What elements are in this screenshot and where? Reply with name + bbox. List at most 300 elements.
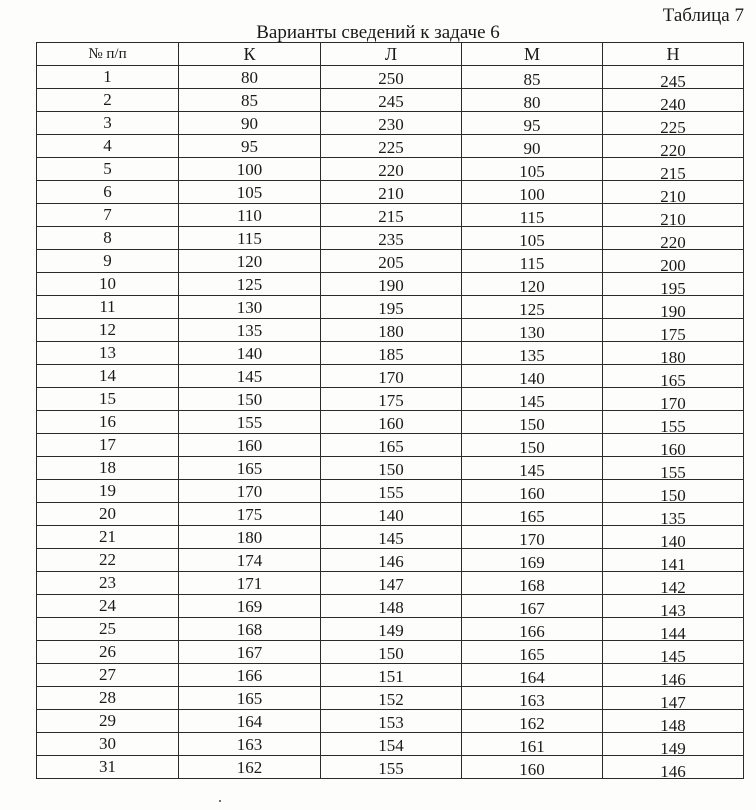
cell-value: 174 [236, 551, 263, 570]
cell-k [179, 595, 321, 618]
cell-row-number [37, 296, 179, 319]
cell-row-number [37, 503, 179, 526]
cell-value: 166 [236, 666, 263, 685]
cell-value: 12 [99, 320, 116, 339]
cell-value: 245 [660, 72, 686, 89]
cell-value: 165 [236, 689, 263, 708]
cell-value: 13 [99, 343, 116, 362]
cell-row-number [37, 572, 179, 595]
cell-l [321, 664, 462, 687]
cell-row-number [37, 457, 179, 480]
cell-value: 150 [378, 460, 404, 479]
cell-m [462, 388, 603, 411]
cell-n [603, 664, 744, 687]
cell-k [179, 181, 321, 204]
cell-k [179, 365, 321, 388]
cell-n [603, 204, 744, 227]
cell-row-number [37, 618, 179, 641]
cell-value: 142 [660, 578, 686, 595]
cell-value: 165 [519, 507, 545, 526]
cell-k [179, 388, 321, 411]
cell-m [462, 572, 603, 595]
cell-l [321, 618, 462, 641]
cell-value: 17 [99, 435, 116, 454]
cell-m [462, 227, 603, 250]
cell-k [179, 296, 321, 319]
cell-k [179, 733, 321, 756]
table-row [37, 733, 744, 756]
cell-value: 125 [519, 300, 545, 319]
cell-row-number [37, 319, 179, 342]
cell-value: 105 [519, 162, 545, 181]
cell-n [603, 250, 744, 273]
cell-value: 95 [523, 116, 541, 135]
cell-value: 162 [236, 758, 263, 777]
cell-l [321, 342, 462, 365]
table-row [37, 549, 744, 572]
cell-k [179, 756, 321, 779]
table-row [37, 411, 744, 434]
cell-row-number [37, 526, 179, 549]
cell-value: 250 [378, 69, 404, 88]
cell-m [462, 411, 603, 434]
cell-value: 120 [519, 277, 545, 296]
scan-speck [219, 800, 221, 802]
cell-value: 16 [99, 412, 116, 431]
cell-value: 146 [378, 552, 404, 571]
cell-value: 169 [236, 597, 263, 616]
cell-l [321, 457, 462, 480]
table-row [37, 342, 744, 365]
cell-value: 85 [241, 91, 258, 110]
table-number-label: Таблица 7 [662, 5, 744, 26]
cell-k [179, 664, 321, 687]
table-row [37, 135, 744, 158]
table-row [37, 204, 744, 227]
table-row [37, 480, 744, 503]
cell-value: 105 [236, 183, 263, 202]
cell-value: 160 [378, 414, 404, 433]
cell-n [603, 319, 744, 342]
cell-l [321, 572, 462, 595]
cell-m [462, 664, 603, 687]
header-row-number: № п/п [37, 43, 179, 66]
cell-value: 150 [519, 438, 545, 457]
cell-m [462, 250, 603, 273]
cell-l [321, 112, 462, 135]
cell-value: 145 [378, 529, 404, 548]
table-row [37, 227, 744, 250]
table-row [37, 756, 744, 779]
cell-row-number [37, 641, 179, 664]
cell-row-number [37, 388, 179, 411]
cell-value: 195 [378, 299, 404, 318]
table-row [37, 365, 744, 388]
cell-row-number [37, 365, 179, 388]
cell-value: 168 [519, 576, 545, 595]
cell-value: 166 [519, 622, 545, 641]
cell-value: 4 [103, 136, 112, 155]
cell-m [462, 618, 603, 641]
cell-value: 28 [99, 688, 116, 707]
cell-value: 95 [241, 137, 258, 156]
cell-m [462, 687, 603, 710]
cell-value: 180 [378, 322, 404, 341]
cell-value: 225 [660, 118, 686, 135]
cell-value: 135 [519, 346, 545, 365]
cell-m [462, 66, 603, 89]
cell-value: 141 [660, 555, 686, 572]
cell-value: 153 [378, 713, 404, 732]
cell-value: 220 [660, 233, 686, 250]
cell-value: 25 [99, 619, 116, 638]
cell-value: 140 [236, 344, 263, 363]
cell-value: 164 [519, 668, 545, 687]
cell-n [603, 89, 744, 112]
cell-m [462, 710, 603, 733]
cell-value: 135 [660, 509, 686, 526]
cell-value: 155 [236, 413, 263, 432]
cell-l [321, 411, 462, 434]
cell-l [321, 434, 462, 457]
cell-row-number [37, 89, 179, 112]
cell-row-number [37, 342, 179, 365]
cell-k [179, 250, 321, 273]
cell-m [462, 112, 603, 135]
cell-k [179, 89, 321, 112]
cell-k [179, 549, 321, 572]
cell-m [462, 181, 603, 204]
cell-l [321, 388, 462, 411]
cell-value: 7 [103, 205, 112, 224]
cell-value: 161 [519, 737, 545, 756]
cell-l [321, 250, 462, 273]
cell-row-number [37, 181, 179, 204]
cell-value: 30 [99, 734, 116, 753]
cell-value: 171 [236, 574, 263, 593]
cell-l [321, 756, 462, 779]
cell-row-number [37, 158, 179, 181]
cell-row-number [37, 549, 179, 572]
cell-value: 8 [103, 228, 112, 247]
cell-value: 148 [660, 716, 686, 733]
cell-m [462, 296, 603, 319]
cell-value: 220 [660, 141, 686, 158]
cell-n [603, 112, 744, 135]
cell-n [603, 181, 744, 204]
cell-k [179, 480, 321, 503]
cell-value: 31 [99, 757, 116, 776]
variants-table [36, 42, 744, 779]
cell-n [603, 365, 744, 388]
cell-k [179, 273, 321, 296]
table-row [37, 66, 744, 89]
cell-value: 167 [519, 599, 545, 618]
cell-value: 170 [236, 482, 263, 501]
cell-n [603, 641, 744, 664]
cell-value: 162 [519, 714, 545, 733]
cell-value: 167 [236, 643, 263, 662]
cell-value: 140 [378, 506, 404, 525]
cell-value: 215 [378, 207, 404, 226]
cell-row-number [37, 434, 179, 457]
cell-value: 164 [236, 712, 263, 731]
cell-k [179, 342, 321, 365]
cell-n [603, 480, 744, 503]
cell-value: 145 [660, 647, 686, 664]
cell-value: 5 [103, 159, 112, 178]
table-row [37, 434, 744, 457]
cell-value: 160 [236, 436, 263, 455]
table-row [37, 687, 744, 710]
cell-l [321, 296, 462, 319]
cell-value: 170 [519, 530, 545, 549]
cell-value: 145 [519, 392, 545, 411]
cell-l [321, 365, 462, 388]
cell-k [179, 158, 321, 181]
cell-k [179, 66, 321, 89]
cell-n [603, 618, 744, 641]
header-row [37, 43, 744, 66]
cell-value: 85 [523, 70, 541, 89]
cell-n [603, 66, 744, 89]
cell-value: 24 [99, 596, 116, 615]
cell-value: 26 [99, 642, 116, 661]
cell-m [462, 342, 603, 365]
cell-value: 190 [660, 302, 686, 319]
cell-value: 15 [99, 389, 116, 408]
cell-n [603, 549, 744, 572]
cell-n [603, 733, 744, 756]
cell-l [321, 273, 462, 296]
cell-l [321, 480, 462, 503]
cell-value: 175 [378, 391, 404, 410]
table-row [37, 641, 744, 664]
cell-m [462, 549, 603, 572]
cell-value: 100 [236, 160, 263, 179]
cell-value: 160 [519, 484, 545, 503]
cell-k [179, 204, 321, 227]
cell-value: 245 [378, 92, 404, 111]
cell-l [321, 549, 462, 572]
cell-n [603, 273, 744, 296]
cell-value: 163 [236, 735, 263, 754]
cell-value: 155 [660, 417, 686, 434]
cell-value: 168 [236, 620, 263, 639]
cell-value: 14 [99, 366, 116, 385]
cell-l [321, 710, 462, 733]
cell-row-number [37, 480, 179, 503]
cell-n [603, 503, 744, 526]
cell-value: 150 [660, 486, 686, 503]
table-row [37, 526, 744, 549]
cell-m [462, 158, 603, 181]
cell-m [462, 756, 603, 779]
table-row [37, 273, 744, 296]
cell-row-number [37, 250, 179, 273]
table-row [37, 664, 744, 687]
table-row [37, 572, 744, 595]
table-body [37, 66, 744, 779]
cell-m [462, 89, 603, 112]
cell-value: 146 [660, 762, 686, 779]
cell-l [321, 66, 462, 89]
cell-n [603, 158, 744, 181]
cell-k [179, 411, 321, 434]
cell-value: 240 [660, 95, 686, 112]
cell-m [462, 503, 603, 526]
cell-value: 9 [103, 251, 112, 270]
cell-n [603, 135, 744, 158]
cell-m [462, 595, 603, 618]
cell-row-number [37, 273, 179, 296]
cell-value: 3 [103, 113, 112, 132]
table-row [37, 158, 744, 181]
cell-value: 18 [99, 458, 116, 477]
cell-value: 20 [99, 504, 116, 523]
cell-value: 146 [660, 670, 686, 687]
cell-value: 169 [519, 553, 545, 572]
cell-k [179, 319, 321, 342]
cell-value: 90 [241, 114, 258, 133]
cell-l [321, 641, 462, 664]
cell-value: 163 [519, 691, 545, 710]
cell-m [462, 273, 603, 296]
cell-k [179, 112, 321, 135]
cell-k [179, 457, 321, 480]
cell-value: 11 [99, 297, 116, 316]
cell-row-number [37, 227, 179, 250]
cell-row-number [37, 135, 179, 158]
cell-value: 130 [519, 323, 545, 342]
cell-k [179, 641, 321, 664]
cell-m [462, 457, 603, 480]
table-header [37, 43, 744, 66]
cell-value: 165 [236, 459, 263, 478]
cell-n [603, 388, 744, 411]
cell-value: 144 [660, 624, 686, 641]
cell-value: 160 [519, 760, 545, 779]
cell-value: 230 [378, 115, 404, 134]
cell-m [462, 135, 603, 158]
cell-value: 180 [660, 348, 686, 365]
cell-value: 170 [378, 368, 404, 387]
cell-n [603, 342, 744, 365]
cell-value: 145 [519, 461, 545, 480]
cell-value: 210 [660, 187, 686, 204]
table-row [37, 181, 744, 204]
cell-l [321, 227, 462, 250]
cell-value: 147 [378, 575, 404, 594]
cell-value: 110 [237, 206, 262, 225]
header-m: М [462, 43, 603, 66]
cell-k [179, 572, 321, 595]
cell-n [603, 434, 744, 457]
cell-k [179, 687, 321, 710]
cell-m [462, 434, 603, 457]
cell-l [321, 733, 462, 756]
cell-value: 175 [236, 505, 263, 524]
header-n: Н [603, 43, 744, 66]
table-row [37, 388, 744, 411]
cell-value: 195 [660, 279, 686, 296]
cell-value: 155 [378, 759, 404, 778]
cell-value: 190 [378, 276, 404, 295]
table-row [37, 112, 744, 135]
cell-value: 105 [519, 231, 545, 250]
cell-value: 140 [660, 532, 686, 549]
cell-l [321, 687, 462, 710]
cell-n [603, 572, 744, 595]
cell-m [462, 526, 603, 549]
cell-value: 165 [378, 437, 404, 456]
cell-value: 149 [378, 621, 404, 640]
cell-m [462, 641, 603, 664]
cell-value: 165 [660, 371, 686, 388]
cell-value: 21 [99, 527, 116, 546]
cell-n [603, 595, 744, 618]
cell-l [321, 526, 462, 549]
cell-value: 135 [236, 321, 263, 340]
cell-l [321, 89, 462, 112]
cell-m [462, 204, 603, 227]
cell-value: 150 [236, 390, 263, 409]
cell-k [179, 526, 321, 549]
cell-value: 165 [519, 645, 545, 664]
cell-value: 115 [519, 208, 545, 227]
table-row [37, 250, 744, 273]
table-row [37, 710, 744, 733]
cell-value: 205 [378, 253, 404, 272]
cell-l [321, 135, 462, 158]
cell-row-number [37, 595, 179, 618]
cell-m [462, 365, 603, 388]
cell-value: 90 [523, 139, 541, 158]
cell-value: 130 [236, 298, 263, 317]
cell-value: 220 [378, 161, 404, 180]
header-l: Л [321, 43, 462, 66]
cell-value: 154 [378, 736, 404, 755]
cell-n [603, 227, 744, 250]
cell-value: 140 [519, 369, 545, 388]
cell-n [603, 526, 744, 549]
cell-m [462, 733, 603, 756]
cell-n [603, 457, 744, 480]
cell-n [603, 687, 744, 710]
cell-value: 29 [99, 711, 116, 730]
cell-n [603, 710, 744, 733]
cell-row-number [37, 112, 179, 135]
header-k: К [179, 43, 321, 66]
cell-n [603, 296, 744, 319]
cell-k [179, 227, 321, 250]
cell-value: 210 [378, 184, 404, 203]
cell-value: 160 [660, 440, 686, 457]
cell-value: 151 [378, 667, 404, 686]
cell-value: 10 [99, 274, 116, 293]
cell-m [462, 480, 603, 503]
table-row [37, 89, 744, 112]
cell-row-number [37, 733, 179, 756]
cell-n [603, 756, 744, 779]
cell-l [321, 158, 462, 181]
cell-value: 149 [660, 739, 686, 756]
cell-value: 23 [99, 573, 116, 592]
cell-value: 200 [660, 256, 686, 273]
cell-value: 152 [378, 690, 404, 709]
cell-value: 22 [99, 550, 116, 569]
cell-value: 170 [660, 394, 686, 411]
